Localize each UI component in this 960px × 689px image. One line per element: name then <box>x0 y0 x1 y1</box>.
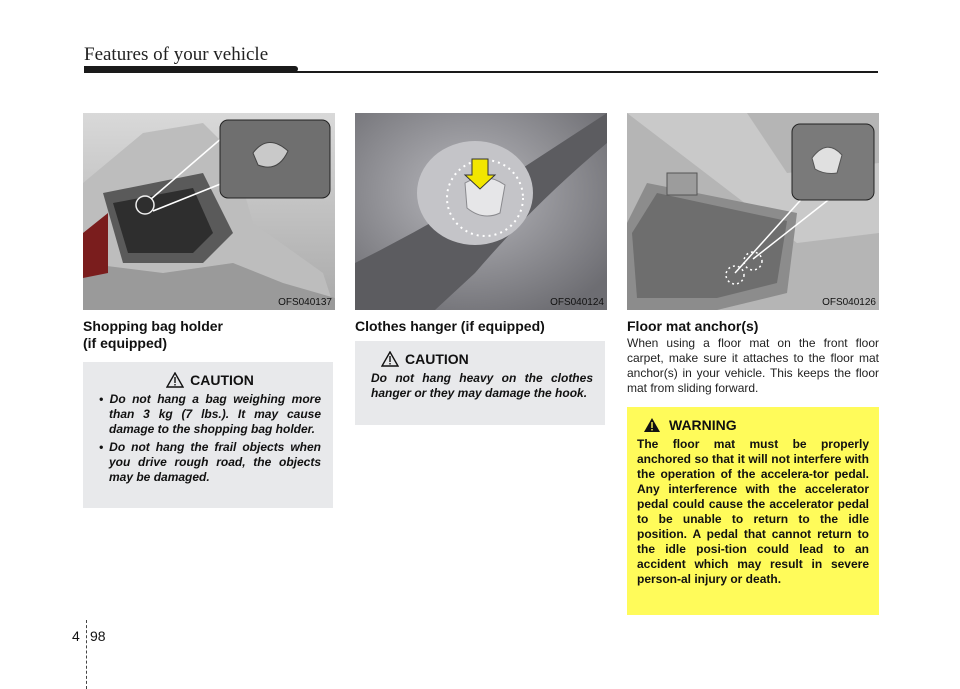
trunk-illustration <box>83 113 335 310</box>
shopping-bag-holder-heading <box>83 318 223 352</box>
clothes-hanger-photo <box>355 113 607 310</box>
caution-triangle-icon <box>166 372 184 388</box>
warning-triangle-icon <box>643 417 661 433</box>
warning-text: The floor mat must be properly anchored so that it will not interfere with the operation of the accelera-tor pedal. Any interference with the accelerator pedal could cause the accelerator pedal to be unable to return to the idle position. A pedal that cannot return to the idle posi-tion could lead to an accident which may result in severe person-al injury or death. <box>637 437 869 586</box>
page-header-title: Features of your vehicle <box>84 44 269 65</box>
page-section-number: 4 <box>72 628 80 644</box>
heading-line: (if equipped) <box>83 335 167 351</box>
warning-title: WARNING <box>669 417 737 433</box>
photo-code: OFS040137 <box>278 297 332 308</box>
header-rule <box>84 71 878 73</box>
caution-item: • Do not hang a bag weighing more than 3 kg (7 lbs.). It may cause damage to the shopping bag holder. <box>99 392 321 436</box>
floor-mat-body-text: When using a floor mat on the front floor carpet, make sure it attaches to the floor mat anchor(s) in your vehicle. This keeps the floor mat from sliding forward. <box>627 336 879 395</box>
caution-triangle-icon <box>381 351 399 367</box>
clothes-hanger-caution-box <box>355 341 605 425</box>
clothes-hanger-heading: Clothes hanger (if equipped) <box>355 318 545 334</box>
photo-code: OFS040124 <box>550 297 604 308</box>
hanger-illustration <box>355 113 607 310</box>
heading-line: Shopping bag holder <box>83 318 223 334</box>
photo-code: OFS040126 <box>822 297 876 308</box>
caution-header <box>99 372 321 388</box>
floor-mat-illustration <box>627 113 879 310</box>
caution-header <box>371 351 593 367</box>
warning-header <box>643 417 869 433</box>
floor-mat-warning-box <box>627 407 879 615</box>
caution-text: Do not hang heavy on the clothes hanger or they may damage the hook. <box>371 371 593 400</box>
caution-title: CAUTION <box>405 351 469 367</box>
shopping-bag-holder-photo <box>83 113 335 310</box>
page-number-divider <box>86 620 87 689</box>
caution-title: CAUTION <box>190 372 254 388</box>
page-number: 98 <box>90 628 106 644</box>
shopping-bag-caution-box <box>83 362 333 508</box>
floor-mat-anchor-heading: Floor mat anchor(s) <box>627 318 759 334</box>
caution-item: • Do not hang the frail objects when you drive rough road, the objects may be damaged. <box>99 440 321 484</box>
floor-mat-anchor-photo <box>627 113 879 310</box>
